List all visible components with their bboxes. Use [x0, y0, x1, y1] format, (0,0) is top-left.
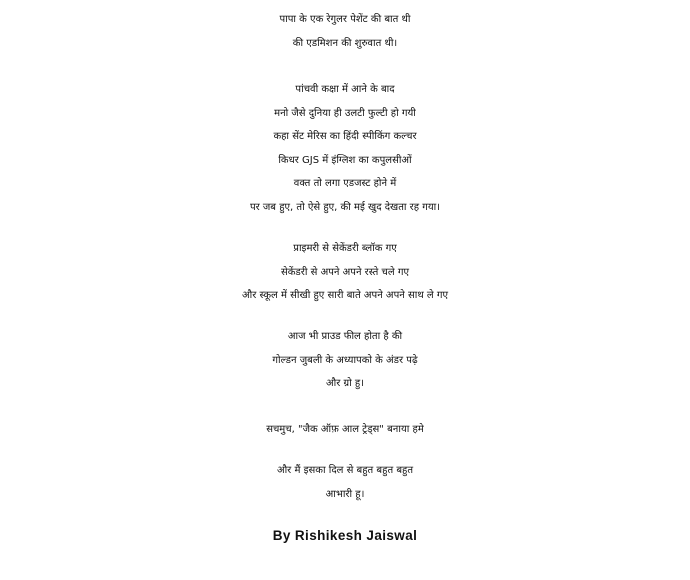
poem-line: सेकेंडरी से अपने अपने रस्ते चले गए: [280, 266, 409, 278]
poem-line: प्राइमरी से सेकेंडरी ब्लॉक गए: [293, 243, 397, 254]
poem-line: पापा के एक रेगुलर पेशेंट की बात थी: [279, 14, 411, 25]
poem-line: गोल्डन जुबली के अध्यापको के अंडर पढ़े: [272, 354, 418, 366]
poem-line: आभारी हू।: [325, 488, 365, 500]
stanza-1: [0, 8, 690, 55]
poem-line: पर जब हुए, तो ऐसे हुए, की मई खुद देखता रह गया।: [249, 201, 441, 213]
stanza-4: [0, 325, 690, 396]
poem-line: की एडमिशन की शुरुवात थी।: [292, 37, 398, 49]
poem-line: आज भी प्राउड फील होता है की: [287, 331, 403, 342]
poem-line: सचमुच, "जैक ऑफ़ आल ट्रेड्स" बनाया हमे: [266, 424, 424, 435]
poem-line: और स्कूल में सीखी हुए सारी बाते अपने अपने साथ ले गए: [241, 290, 449, 301]
poem-line: और मैं इसका दिल से बहुत बहुत बहुत: [276, 465, 414, 476]
poem-line: वक्त तो लगा एडजस्ट होने में: [293, 178, 397, 189]
stanza-3: [0, 237, 690, 308]
stanza-2: [0, 78, 690, 219]
poem-line: मनो जैसे दुनिया ही उलटी फुल्टी हो गयी: [274, 107, 416, 119]
stanza-6: [0, 459, 690, 506]
poem-line: किधर GJS में इंग्लिश का कपुलसीओं: [278, 154, 412, 166]
poem-line: और ग्रो हु।: [325, 378, 364, 389]
stanza-5: [0, 418, 690, 442]
poem-line: पांचवी कक्षा में आने के बाद: [295, 84, 395, 95]
poem-line: कहा सेंट मेरिस का हिंदी स्पीकिंग कल्चर: [273, 131, 417, 142]
author-byline: By Rishikesh Jaiswal: [272, 528, 418, 543]
